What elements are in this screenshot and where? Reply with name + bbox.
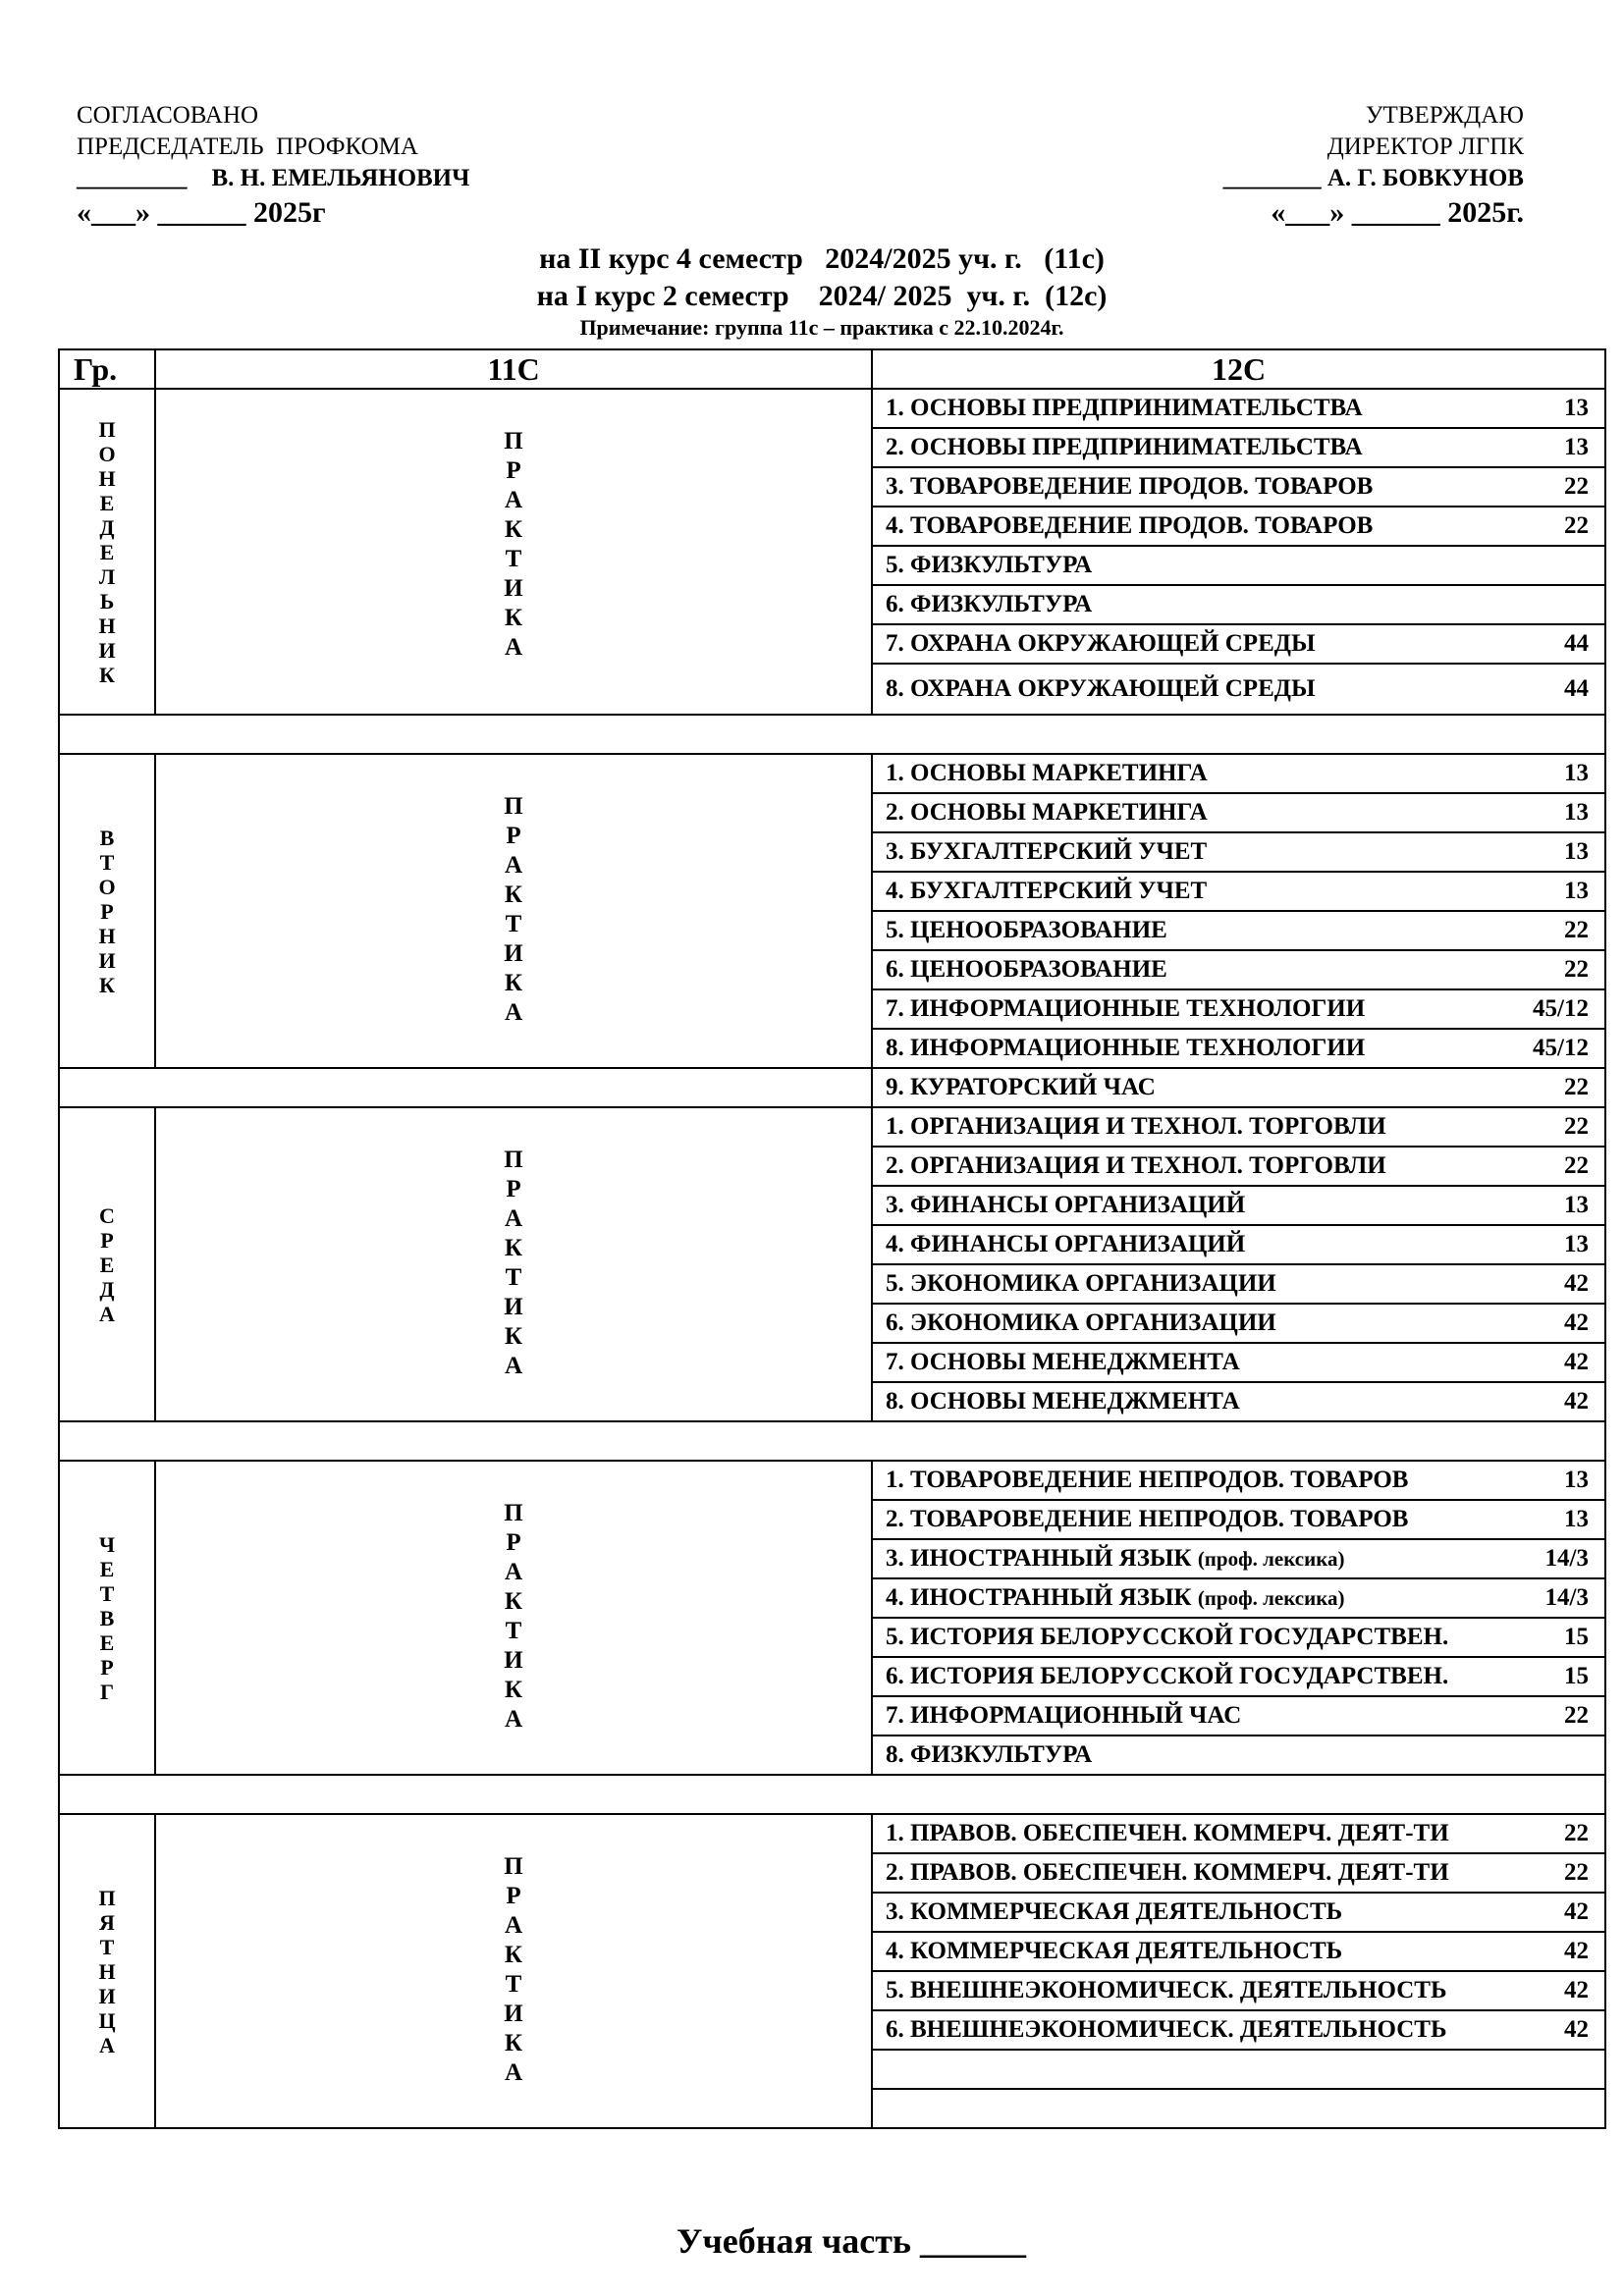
- practice-cell-11c: [155, 1107, 872, 1421]
- lesson-room: 22: [1564, 917, 1589, 943]
- lesson-cell-12c: [872, 546, 1605, 585]
- director-signature: [1223, 163, 1524, 194]
- lesson-room: 13: [1564, 1231, 1589, 1257]
- lesson-room: 42: [1564, 1349, 1589, 1375]
- lesson-subject: 6. ИСТОРИЯ БЕЛОРУССКОЙ ГОСУДАРСТВЕН.: [886, 1663, 1449, 1689]
- lesson-subject: 6. ЦЕНООБРАЗОВАНИЕ: [886, 956, 1167, 983]
- vertical-text: П О Н Е Д Е Л Ь Н И К: [98, 416, 116, 687]
- lesson-room: 13: [1564, 1506, 1589, 1532]
- lesson-cell-12c: [872, 1696, 1605, 1735]
- header-12c: 12С: [872, 349, 1605, 389]
- lesson-subject: 7. ИНФОРМАЦИОННЫЕ ТЕХНОЛОГИИ: [886, 995, 1366, 1022]
- lesson-subject: 5. ЦЕНООБРАЗОВАНИЕ: [886, 917, 1167, 943]
- lesson-cell-12c: [872, 1578, 1605, 1618]
- vertical-text: П Р А К Т И К А: [504, 1853, 523, 2086]
- lesson-room: 13: [1564, 1467, 1589, 1493]
- lesson-cell-12c: [872, 1304, 1605, 1343]
- lesson-cell-12c: [872, 1068, 1605, 1107]
- lesson-room: 22: [1564, 1113, 1589, 1140]
- schedule-note: Примечание: группа 11с – практика с 22.10.2024г.: [579, 315, 1064, 340]
- lesson-cell-12c: [872, 1657, 1605, 1696]
- lesson-subject: 7. ИНФОРМАЦИОННЫЙ ЧАС: [886, 1702, 1242, 1729]
- lesson-cell-12c: [872, 911, 1605, 950]
- lesson-cell-12c: [872, 1147, 1605, 1186]
- lesson-room: 44: [1564, 630, 1589, 657]
- lesson-subject: 7. ОХРАНА ОКРУЖАЮЩЕЙ СРЕДЫ: [886, 630, 1316, 657]
- lesson-cell-12c: [872, 872, 1605, 911]
- agreed-label: СОГЛАСОВАНО: [77, 102, 259, 129]
- day-name-cell: [59, 1814, 155, 2128]
- lesson-subject: 4. КОММЕРЧЕСКАЯ ДЕЯТЕЛЬНОСТЬ: [886, 1938, 1343, 1964]
- lesson-subject: 9. КУРАТОРСКИЙ ЧАС: [886, 1074, 1156, 1100]
- vertical-text: П Р А К Т И К А: [504, 793, 523, 1026]
- separator-cell: [59, 1068, 872, 1107]
- lesson-room: 22: [1564, 1074, 1589, 1100]
- lesson-cell-12c: [872, 467, 1605, 507]
- day-name-cell: [59, 389, 155, 715]
- lesson-subject: 5. ВНЕШНЕЭКОНОМИЧЕСК. ДЕЯТЕЛЬНОСТЬ: [886, 1977, 1447, 2003]
- lesson-room: 42: [1564, 1938, 1589, 1964]
- lesson-room: 42: [1564, 2016, 1589, 2043]
- separator-row: [59, 1775, 1605, 1814]
- lesson-row: [59, 754, 1605, 793]
- lesson-cell-12c: [872, 1971, 1605, 2010]
- lesson-subject: 1. ОСНОВЫ МАРКЕТИНГА: [886, 760, 1208, 786]
- course-title-12c: на I курс 2 семестр 2024/ 2025 уч. г. (12с): [536, 280, 1108, 312]
- lesson-subject: 3. ТОВАРОВЕДЕНИЕ ПРОДОВ. ТОВАРОВ: [886, 473, 1374, 500]
- approved-date: «___» ______ 2025г.: [1271, 196, 1524, 229]
- lesson-subject: 1. ПРАВОВ. ОБЕСПЕЧЕН. КОММЕРЧ. ДЕЯТ-ТИ: [886, 1820, 1449, 1846]
- header-11c: 11С: [155, 349, 872, 389]
- lesson-row: [59, 1814, 1605, 1853]
- separator-cell: [59, 1775, 1605, 1814]
- separator-row: [59, 1421, 1605, 1461]
- lesson-subject: 8. ОХРАНА ОКРУЖАЮЩЕЙ СРЕДЫ: [886, 675, 1316, 702]
- lesson-room: 22: [1564, 956, 1589, 983]
- lesson-room: 45/12: [1533, 995, 1589, 1022]
- lesson-room: 13: [1564, 1192, 1589, 1218]
- lesson-cell-12c: [872, 1539, 1605, 1578]
- lesson-cell-12c: [872, 664, 1605, 715]
- lesson-subject: 8. ОСНОВЫ МЕНЕДЖМЕНТА: [886, 1388, 1240, 1415]
- lesson-subject: 4. ИНОСТРАННЫЙ ЯЗЫК: [886, 1584, 1192, 1611]
- separator-cell: [59, 715, 1605, 754]
- lesson-subject: 2. ОСНОВЫ МАРКЕТИНГА: [886, 799, 1208, 826]
- lesson-subject: 5. ФИЗКУЛЬТУРА: [886, 552, 1093, 578]
- separator-row: [59, 1068, 1605, 1107]
- approve-label: УТВЕРЖДАЮ: [1365, 102, 1524, 129]
- lesson-cell-12c: [872, 1932, 1605, 1971]
- lesson-subject: 6. ФИЗКУЛЬТУРА: [886, 591, 1093, 617]
- lesson-subject: 4. БУХГАЛТЕРСКИЙ УЧЕТ: [886, 878, 1208, 904]
- separator-cell: [59, 1421, 1605, 1461]
- lesson-cell-12c: [872, 1500, 1605, 1539]
- lesson-subject: 3. ФИНАНСЫ ОРГАНИЗАЦИЙ: [886, 1192, 1246, 1218]
- lesson-room: 22: [1564, 1859, 1589, 1886]
- lesson-room: 13: [1564, 760, 1589, 786]
- union-chair-title: ПРЕДСЕДАТЕЛЬ ПРОФКОМА: [77, 133, 418, 160]
- lesson-cell-12c: [872, 950, 1605, 989]
- lesson-subject-extra: (проф. лексика): [1197, 1547, 1345, 1571]
- lesson-room: 14/3: [1544, 1545, 1589, 1572]
- approval-block-left: [77, 100, 469, 232]
- lesson-cell-12c: [872, 1107, 1605, 1147]
- lesson-subject: 7. ОСНОВЫ МЕНЕДЖМЕНТА: [886, 1349, 1240, 1375]
- lesson-cell-12c: [872, 1853, 1605, 1893]
- practice-cell-11c: [155, 754, 872, 1068]
- lesson-cell-12c: [872, 989, 1605, 1029]
- union-chair-signature: [77, 163, 469, 194]
- lesson-cell-12c: [872, 832, 1605, 872]
- practice-cell-11c: [155, 1461, 872, 1775]
- lesson-room: 44: [1564, 675, 1589, 702]
- lesson-subject: 2. ОРГАНИЗАЦИЯ И ТЕХНОЛ. ТОРГОВЛИ: [886, 1152, 1386, 1179]
- lesson-subject: 4. ТОВАРОВЕДЕНИЕ ПРОДОВ. ТОВАРОВ: [886, 512, 1374, 539]
- lesson-cell-12c: [872, 754, 1605, 793]
- lesson-subject: 5. ЭКОНОМИКА ОРГАНИЗАЦИИ: [886, 1270, 1276, 1297]
- lesson-cell-12c: [872, 1029, 1605, 1068]
- lesson-room: 45/12: [1533, 1035, 1589, 1061]
- lesson-cell-12c: [872, 1186, 1605, 1225]
- header-group: Гр.: [59, 349, 155, 389]
- lesson-cell-12c: [872, 1461, 1605, 1500]
- lesson-subject: 2. ОСНОВЫ ПРЕДПРИНИМАТЕЛЬСТВА: [886, 434, 1363, 460]
- lesson-subject-wrap: [886, 1584, 1345, 1612]
- day-name-cell: [59, 1107, 155, 1421]
- lesson-room: 22: [1564, 512, 1589, 539]
- lesson-cell-12c: [872, 1382, 1605, 1421]
- lesson-room: 13: [1564, 434, 1589, 460]
- vertical-text: П Р А К Т И К А: [504, 428, 523, 661]
- lesson-cell-12c: [872, 2010, 1605, 2050]
- lesson-cell-12c: [872, 1893, 1605, 1932]
- day-name-cell: [59, 1461, 155, 1775]
- practice-cell-11c: [155, 1814, 872, 2128]
- lesson-subject: 8. ИНФОРМАЦИОННЫЕ ТЕХНОЛОГИИ: [886, 1035, 1366, 1061]
- lesson-room: 42: [1564, 1270, 1589, 1297]
- lesson-cell-12c: [872, 1735, 1605, 1775]
- lesson-subject: 1. ОСНОВЫ ПРЕДПРИНИМАТЕЛЬСТВА: [886, 395, 1363, 421]
- lesson-subject: 6. ЭКОНОМИКА ОРГАНИЗАЦИИ: [886, 1309, 1276, 1336]
- lesson-room: 22: [1564, 1820, 1589, 1846]
- vertical-text: В Т О Р Н И К: [98, 825, 116, 997]
- agreed-date: «___» ______ 2025г: [77, 196, 326, 229]
- lesson-room: 13: [1564, 395, 1589, 421]
- lesson-subject: 2. ТОВАРОВЕДЕНИЕ НЕПРОДОВ. ТОВАРОВ: [886, 1506, 1409, 1532]
- director-title: ДИРЕКТОР ЛГПК: [1326, 133, 1524, 160]
- lesson-subject: 6. ВНЕШНЕЭКОНОМИЧЕСК. ДЕЯТЕЛЬНОСТЬ: [886, 2016, 1447, 2043]
- lesson-cell-12c: [872, 1618, 1605, 1657]
- lesson-cell-12c: [872, 585, 1605, 624]
- lesson-room: 15: [1564, 1624, 1589, 1650]
- lesson-cell-12c: [872, 1264, 1605, 1304]
- lesson-subject: 5. ИСТОРИЯ БЕЛОРУССКОЙ ГОСУДАРСТВЕН.: [886, 1624, 1449, 1650]
- lesson-cell-12c: [872, 1343, 1605, 1382]
- lesson-room: 42: [1564, 1977, 1589, 2003]
- lesson-subject-extra: (проф. лексика): [1197, 1586, 1345, 1610]
- lesson-cell-12c: [872, 507, 1605, 546]
- lesson-subject: 3. БУХГАЛТЕРСКИЙ УЧЕТ: [886, 838, 1208, 865]
- lesson-cell-12c: [872, 428, 1605, 467]
- vertical-text: Ч Е Т В Е Р Г: [98, 1531, 116, 1704]
- lesson-subject: 1. ТОВАРОВЕДЕНИЕ НЕПРОДОВ. ТОВАРОВ: [886, 1467, 1409, 1493]
- lesson-cell-12c: [872, 2050, 1605, 2089]
- lesson-cell-12c: [872, 1225, 1605, 1264]
- approval-block-right: [1223, 100, 1524, 232]
- lesson-subject: 2. ПРАВОВ. ОБЕСПЕЧЕН. КОММЕРЧ. ДЕЯТ-ТИ: [886, 1859, 1449, 1886]
- union-chair-name: В. Н. ЕМЕЛЬЯНОВИЧ: [211, 165, 470, 191]
- signature-line: _________: [77, 165, 188, 191]
- lesson-cell-12c: [872, 2089, 1605, 2128]
- footer-signature: Учебная часть ______: [677, 2221, 1026, 2261]
- vertical-text: П Р А К Т И К А: [504, 1500, 523, 1733]
- table-header-row: [59, 349, 1605, 389]
- lesson-row: [59, 1107, 1605, 1147]
- lesson-row: [59, 389, 1605, 428]
- lesson-room: 14/3: [1544, 1584, 1589, 1611]
- lesson-subject: 1. ОРГАНИЗАЦИЯ И ТЕХНОЛ. ТОРГОВЛИ: [886, 1113, 1386, 1140]
- lesson-room: 13: [1564, 878, 1589, 904]
- lesson-row: [59, 1461, 1605, 1500]
- lesson-room: 42: [1564, 1309, 1589, 1336]
- director-name: А. Г. БОВКУНОВ: [1326, 165, 1524, 191]
- lesson-room: 13: [1564, 799, 1589, 826]
- lesson-room: 42: [1564, 1388, 1589, 1415]
- course-title-11c: на II курс 4 семестр 2024/2025 уч. г. (11с): [539, 242, 1105, 275]
- lesson-room: 22: [1564, 1152, 1589, 1179]
- signature-line: ________: [1222, 165, 1322, 191]
- lesson-room: 42: [1564, 1898, 1589, 1925]
- vertical-text: П Я Т Н И Ц А: [98, 1885, 116, 2057]
- lesson-subject: 3. КОММЕРЧЕСКАЯ ДЕЯТЕЛЬНОСТЬ: [886, 1898, 1343, 1925]
- lesson-room: 22: [1564, 473, 1589, 500]
- lesson-room: 22: [1564, 1702, 1589, 1729]
- lesson-subject: 4. ФИНАНСЫ ОРГАНИЗАЦИЙ: [886, 1231, 1246, 1257]
- vertical-text: С Р Е Д А: [99, 1202, 115, 1326]
- separator-row: [59, 715, 1605, 754]
- practice-cell-11c: [155, 389, 872, 715]
- schedule-titles: [0, 240, 1624, 341]
- lesson-subject: 8. ФИЗКУЛЬТУРА: [886, 1741, 1093, 1768]
- lesson-cell-12c: [872, 389, 1605, 428]
- lesson-cell-12c: [872, 624, 1605, 664]
- lesson-subject: 3. ИНОСТРАННЫЙ ЯЗЫК: [886, 1545, 1192, 1572]
- day-name-cell: [59, 754, 155, 1068]
- lesson-cell-12c: [872, 793, 1605, 832]
- lesson-subject-wrap: [886, 1545, 1345, 1573]
- vertical-text: П Р А К Т И К А: [504, 1147, 523, 1379]
- lesson-room: 15: [1564, 1663, 1589, 1689]
- lesson-cell-12c: [872, 1814, 1605, 1853]
- schedule-table: [58, 348, 1606, 2129]
- lesson-room: 13: [1564, 838, 1589, 865]
